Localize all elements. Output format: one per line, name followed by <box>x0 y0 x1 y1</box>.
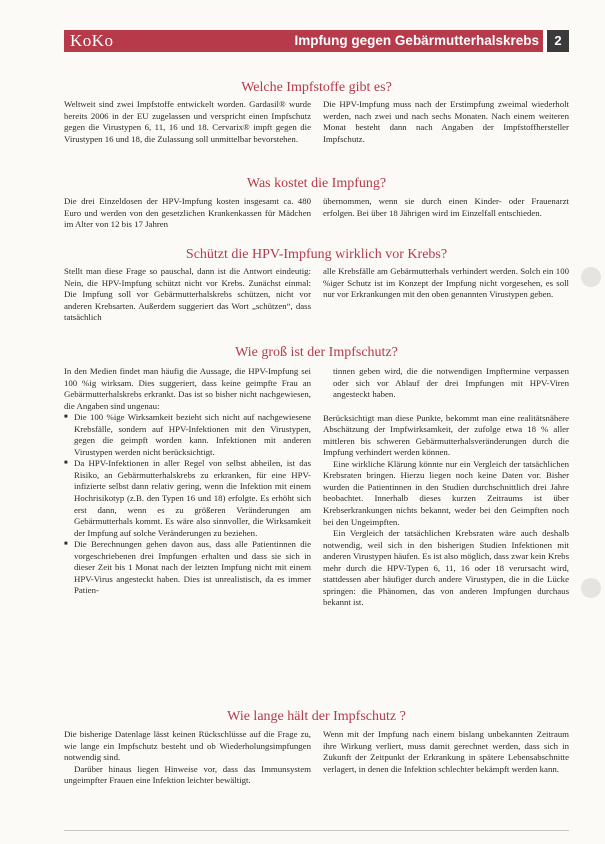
bullet-list <box>64 412 311 597</box>
paragraph: Die bisherige Datenlage lässt keinen Rückschlüsse auf die Frage zu, wie lange ein Impfschutz besteht und ob Wiederholungsimpfungen notwendig sind. <box>64 729 311 763</box>
section-5-right-column <box>323 729 569 775</box>
page-number-text: 2 <box>554 33 562 48</box>
paragraph: Weltweit sind zwei Impfstoffe entwickelt worden. Gardasil® wurde bereits 2006 in der EU zugelassen und verspricht einen Impfschutz gegen die Virustypen 6, 11, 16 und 18. Cervarix® impft gegen die Virustypen 16 und 18, die Zulassung soll unmittelbar bevorstehen. <box>64 99 311 144</box>
section-5-left-column <box>64 729 311 787</box>
section-3-left-column <box>64 266 311 324</box>
paragraph: Die drei Einzeldosen der HPV-Impfung kosten insgesamt ca. 480 Euro und werden von den gesetzlichen Krankenkassen für Mädchen im Alter von 12 bis 17 Jahren <box>64 196 311 230</box>
paragraph: alle Krebsfälle am Gebärmutterhals verhindert werden. Solch ein 100 %iger Schutz ist im Konzept der Impfung nicht vorgesehen, es soll nur vor Erkrankungen mit den oben genannten Virustypen geben. <box>323 266 569 300</box>
koko-logo: KoKo <box>70 31 114 50</box>
paragraph: Die HPV-Impfung muss nach der Erstimpfung zweimal wiederholt werden, nach zwei und nach sechs Monaten. Nach einem weiteren Monat besteht dann nach Angaben der Impfstoffhersteller Impfschutz. <box>323 99 569 144</box>
section-heading-kosten: Was kostet die Impfung? <box>246 176 387 191</box>
section-4-left-column <box>64 366 311 597</box>
page-number <box>547 30 569 52</box>
header-title: Impfung gegen Gebärmutterhalskrebs <box>294 33 539 48</box>
paragraph: Eine wirkliche Klärung könnte nur ein Vergleich der tatsächlichen Krebsraten bringen. Hierzu liegen noch keine Daten vor. Bisher wurden die Patientinnen in den Studien durchschnittlich drei Jahre beobachtet. Innerhalb dieses kurzen Zeitraums ist über Krebserkrankungen nichts bekannt, weder bei den Geimpften noch bei den Ungeimpften. <box>323 458 569 527</box>
punch-hole <box>581 267 601 287</box>
paragraph: Ein Vergleich der tatsächlichen Krebsraten wäre auch deshalb notwendig, weil sich in den bisherigen Studien Infektionen mit anderen Virustypen häufen. Es ist also möglich, dass zwar kein Krebs mehr durch die HPV-Typen 6, 11, 16 oder 18 verursacht wird, stattdessen aber häufiger durch andere Virustypen, die in die Lücke springen: die Phänomen, das von anderen Impfungen durchaus bekannt ist. <box>323 528 569 608</box>
section-2-right-column <box>323 196 569 219</box>
footer-rule <box>64 830 569 831</box>
list-item: ■ Die Berechnungen gehen davon aus, dass alle Patientinnen die vorgeschriebenen drei Impfungen erhalten und dass sie sich in dieser Zeit bis 1 Monat nach der letzten Impfung nicht mit einem HPV-Virus angesteckt haben. Dies ist unrealistisch, da es immer Patien- <box>64 539 311 597</box>
section-3-right-column <box>323 266 569 301</box>
section-4-right-column <box>323 366 569 609</box>
section-1-right-column <box>323 99 569 145</box>
section-heading-impfstoffe: Welche Impfstoffe gibt es? <box>241 80 392 95</box>
section-1-left-column <box>64 99 311 145</box>
section-2-left-column <box>64 196 311 231</box>
paragraph: Stellt man diese Frage so pauschal, dann ist die Antwort eindeutig: Nein, die HPV-Impfung schützt nicht vor Krebs. Zunächst einmal: Die Impfung soll vor Gebärmutterhalskrebs schützen, nicht vor anderen Krebsarten. Außerdem suggeriert das Wort „schützen“, dass tatsächlich <box>64 266 311 323</box>
paragraph: Darüber hinaus liegen Hinweise vor, dass das Immunsystem ungeimpfter Frauen eine Infektion leichter bewältigt. <box>64 763 311 786</box>
paragraph: tinnen geben wird, die die notwendigen Impftermine verpassen oder sich vor Ablauf der drei Impfungen mit HPV-Viren angesteckt haben. <box>333 366 569 400</box>
paragraph: Berücksichtigt man diese Punkte, bekommt man eine realitätsnähere Abschätzung der Impfwirksamkeit, der zufolge etwa 18 % aller mittleren bis schweren Gebärmutterhalsveränderungen durch die Impfung verhindert werden können. <box>323 412 569 458</box>
paragraph: Wenn mit der Impfung nach einem bislang unbekannten Zeitraum ihre Wirkung verliert, muss damit gerechnet werden, dass sich in Zukunft der Zeitpunkt der Erkrankung in spätere Lebensabschnitte verlagert, in denen die Infektion schlechter bekämpft werden kann. <box>323 729 569 774</box>
page-header <box>64 30 569 52</box>
section-heading-dauer: Wie lange hält der Impfschutz ? <box>227 709 406 724</box>
paragraph: übernommen, wenn sie durch einen Kinder- oder Frauenarzt erfolgen. Bei über 18 Jährigen wird im Einzelfall entschieden. <box>323 196 569 218</box>
section-heading-impfschutz-groesse: Wie groß ist der Impfschutz? <box>235 345 398 360</box>
list-item: ■ Da HPV-Infektionen in aller Regel von selbst abheilen, ist das Risiko, an Gebärmutterhalskrebs zu erkranken, für eine HPV-infizierte selbst dann relativ gering, wenn die Infektion mit einem Hochrisikotyp (z.B. den Typen 16 und 18) erfolgte. Es erhöht sich erst dann, wenn es zu größeren Veränderungen am Gebärmutterhals kommt. Es wäre also sinnvoller, die Wirksamkeit der Impfung auf solche Veränderungen zu beziehen. <box>64 458 311 539</box>
paragraph: In den Medien findet man häufig die Aussage, die HPV-Impfung sei 100 %ig wirksam. Dies suggeriert, dass keine geimpfte Frau an Gebärmutterhalskrebs erkrankt. Das ist so bisher nicht nachgewiesen, die Angaben sind ungenau: <box>64 366 311 411</box>
divider <box>543 30 547 52</box>
list-item: ■ Die 100 %ige Wirksamkeit bezieht sich nicht auf nachgewiesene Krebsfälle, sondern auf HPV-Infektionen mit den Virustypen, gegen die geimpft worden kann. Infektionen mit anderen Virustypen werden nicht berücksichtigt. <box>64 412 311 458</box>
section-heading-schutz-vor-krebs: Schützt die HPV-Impfung wirklich vor Krebs? <box>185 247 448 262</box>
punch-hole <box>581 578 601 598</box>
